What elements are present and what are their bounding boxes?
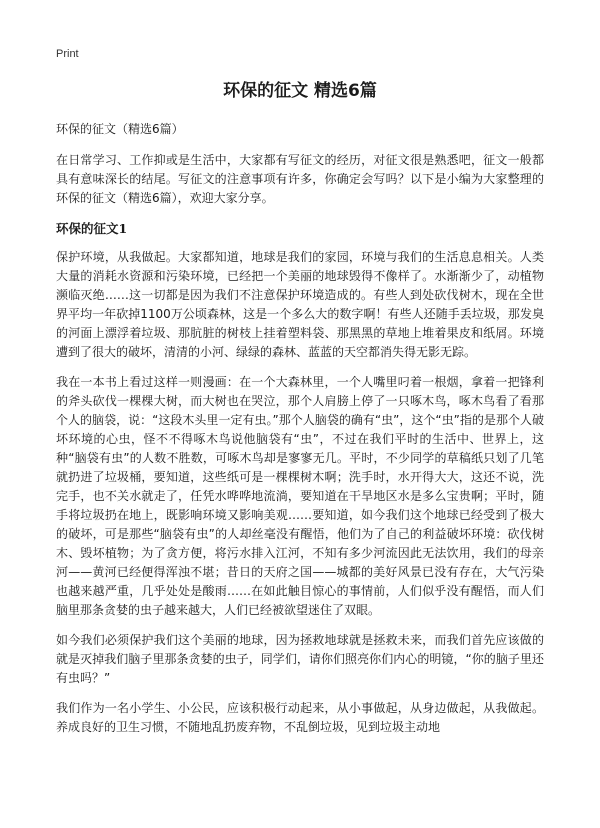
- body-paragraph: 如今我们必须保护我们这个美丽的地球，因为拯救地球就是拯救未来，而我们首先应该做的就是灭掉我们脑子里那条贪婪的虫子，同学们，请你们照亮你们内心的明镜，“你的脑子里还有虫吗？”: [56, 633, 544, 685]
- body-paragraph: 保护环境，从我做起。大家都知道，地球是我们的家园，环境与我们的生活息息相关。人类大量的消耗水资源和污染环境，已经把一个美丽的地球毁得不像样了。水渐渐少了，动植物濒临灭绝……这一切都是因为我们不注意保护环境造成的。有些人到处砍伐树木，现在全世界平均一年砍掉1100万公顷森林，这是一个多么大的数字啊！有些人还随手丢垃圾，那发臭的河面上漂浮着垃圾、那肮脏的树枝上挂着塑料袋、那黑黑的草地上堆着果皮和纸屑。环境遭到了很大的破坏，清清的小河、绿绿的森林、蓝蓝的天空都消失得无影无踪。: [56, 250, 544, 359]
- intro-paragraph: 在日常学习、工作抑或是生活中，大家都有写征文的经历，对征文很是熟悉吧，征文一般都具有意味深长的结尾。写征文的注意事项有许多，你确定会写吗？以下是小编为大家整理的环保的征文（精选6篇），欢迎大家分享。: [56, 153, 544, 205]
- body-paragraph: 我们作为一名小学生、小公民，应该积极行动起来，从小事做起，从身边做起，从我做起。养成良好的卫生习惯，不随地乱扔废弃物，不乱倒垃圾，见到垃圾主动地: [56, 701, 544, 734]
- document-subtitle: 环保的征文（精选6篇）: [56, 122, 184, 136]
- print-link[interactable]: Print: [56, 48, 79, 60]
- document-title: 环保的征文 精选6篇: [223, 81, 377, 101]
- section-heading: 环保的征文1: [56, 221, 128, 236]
- body-paragraph: 我在一本书上看过这样一则漫画：在一个大森林里，一个人嘴里叼着一根烟，拿着一把锋利的斧头砍伐一棵棵大树，而大树也在哭泣，那个人肩膀上停了一只啄木鸟，啄木鸟看了看那个人的脑袋，说：“这段木头里一定有虫。”那个人脑袋的确有“虫”，这个“虫”指的是那个人破坏环境的心虫，怪不不得啄木鸟说他脑袋有“虫”，不过在我们平时的生活中、世界上，这种“脑袋有虫”的人数不胜数，可啄木鸟却是寥寥无几。平时，不少同学的草稿纸只划了几笔就扔进了垃圾桶，要知道，这些纸可是一棵棵树木啊；洗手时，水开得大大，这还不说，洗完手，也不关水就走了，任凭水哗哗地流淌，要知道在干旱地区水是多么宝贵啊；平时，随手将垃圾扔在地上，既影响环境又影响美观……要知道，如今我们这个地球已经受到了极大的破坏，可是那些“脑袋有虫”的人却丝毫没有醒悟，他们为了自己的利益破坏环境：砍伐树木、毁坏植物；为了贪方便，将污水排入江河，不知有多少河流因此无法饮用，我们的母亲河——黄河已经便得浑浊不堪；昔日的天府之国——城都的美好风景已没有存在，大气污染也越来越严重，几乎处处是酸雨……在如此触目惊心的事情前，人们似乎没有醒悟，而人们脑里那条贪婪的虫子越来越大，人们已经被欲望迷住了双眼。: [56, 375, 544, 617]
- document-body: [56, 120, 544, 748]
